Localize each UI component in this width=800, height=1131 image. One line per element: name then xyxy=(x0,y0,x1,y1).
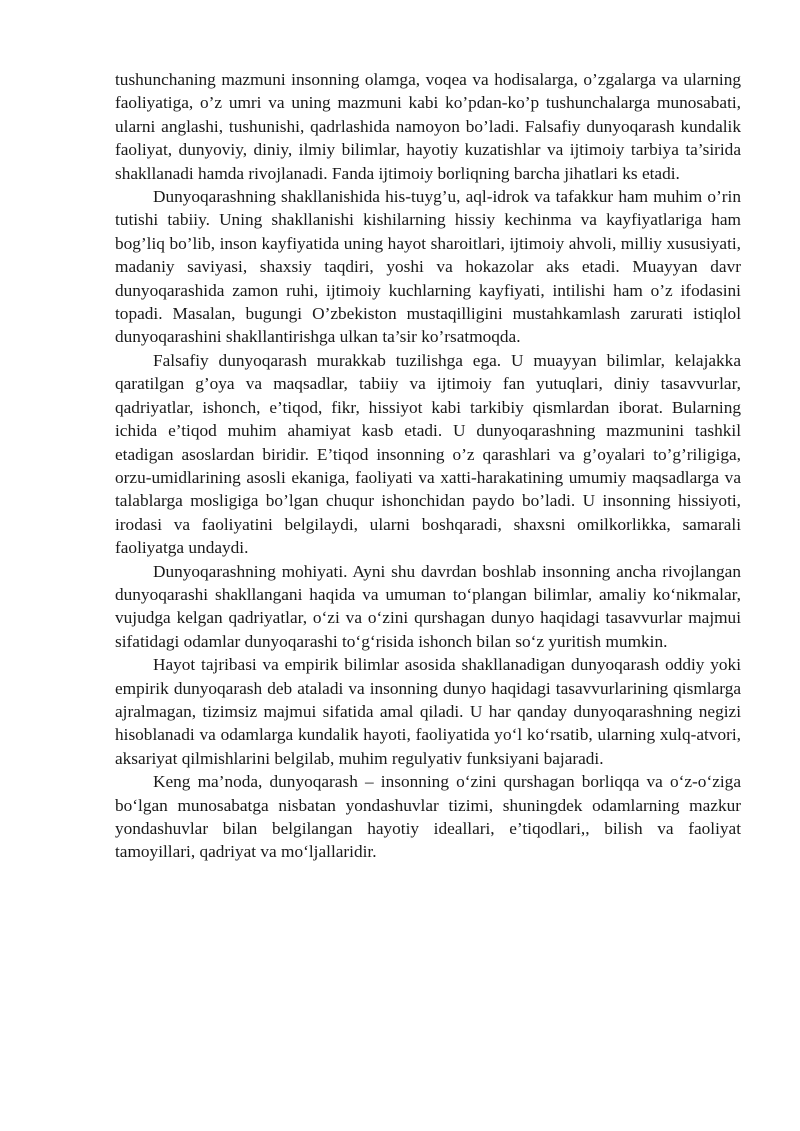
paragraph-5: Hayot tajribasi va empirik bilimlar asosida shakllanadigan dunyoqarash oddiy yoki empirik dunyoqarash deb ataladi va insonning dunyo haqidagi tasavvurlarining qismlarga ajralmagan, tizimsiz majmui sifatida amal qiladi. U har qanday dunyoqarashning negizi hisoblanadi va odamlarga kundalik hayoti, faoliyatida yo‘l ko‘rsatib, ularning xulq-atvori, aksariyat qilmishlarini belgilab, muhim regulyativ funksiyani bajaradi. xyxy=(115,655,741,768)
paragraph-1: tushunchaning mazmuni insonning olamga, voqea va hodisalarga, o’zgalarga va ularning faoliyatiga, o’z umri va uning mazmuni kabi ko’pdan-ko’p tushunchalarga munosabati, ularni anglashi, tushunishi, qadrlashida namoyon bo’ladi. Falsafiy dunyoqarash kundalik faoliyat, dunyoviy, diniy, ilmiy bilimlar, hayotiy kuzatishlar va ijtimoiy tarbiya ta’sirida shakllanadi hamda rivojlanadi. Fanda ijtimoiy borliqning barcha jihatlari ks etadi. xyxy=(115,70,741,183)
paragraph-4: Dunyoqarashning mohiyati. Ayni shu davrdan boshlab insonning ancha rivojlangan dunyoqarashi shakllangani haqida va umuman to‘plangan bilimlar, amaliy ko‘nikmalar, vujudga kelgan qadriyatlar, o‘zi va o‘zini qurshagan dunyo haqidagi tasavvurlar majmui sifatidagi odamlar dunyoqarashi to‘g‘risida ishonch bilan so‘z yuritish mumkin. xyxy=(115,561,741,651)
paragraph-6: Keng ma’noda, dunyoqarash – insonning o‘zini qurshagan borliqqa va o‘z-o‘ziga bo‘lgan munosabatga nisbatan yondashuvlar tizimi, shuningdek odamlarning mazkur yondashuvlar bilan belgilangan hayotiy ideallari, e’tiqodlari,, bilish va faoliyat tamoyillari, qadriyat va mo‘ljallaridir. xyxy=(115,772,741,862)
document-page xyxy=(115,68,741,864)
paragraph-3: Falsafiy dunyoqarash murakkab tuzilishga ega. U muayyan bilimlar, kelajakka qaratilgan g’oya va maqsadlar, tabiiy va ijtimoiy fan yutuqlari, diniy tasavvurlar, qadriyatlar, ishonch, e’tiqod, fikr, hissiyot kabi tarkibiy qismlardan iborat. Bularning ichida e’tiqod muhim ahamiyat kasb etadi. U dunyoqarashning mazmunini tashkil etadigan asoslardan biridir. E’tiqod insonning o’z qarashlari va g’oyalari to’g’riligiga, orzu-umidlarining asosli ekaniga, faoliyati va xatti-harakatining umumiy maqsadlarga va talablarga mosligiga bo’lgan chuqur ishonchidan paydo bo’ladi. U insonning hissiyoti, irodasi va faoliyatini belgilaydi, ularni boshqaradi, shaxsni omilkorlikka, samarali faoliyatga undaydi. xyxy=(115,350,741,558)
paragraph-2: Dunyoqarashning shakllanishida his-tuyg’u, aql-idrok va tafakkur ham muhim o’rin tutishi tabiiy. Uning shakllanishi kishilarning hissiy kechinma va kayfiyatlariga ham bog’liq bo’lib, inson kayfiyatida uning hayot sharoitlari, ijtimoiy ahvoli, milliy xususiyati, madaniy saviyasi, shaxsiy taqdiri, yoshi va hokazolar aks etadi. Muayyan davr dunyoqarashida zamon ruhi, ijtimoiy kuchlarning kayfiyati, intilishi ham o’z ifodasini topadi. Masalan, bugungi O’zbekiston mustaqilligini mustahkamlash zarurati istiqlol dunyoqarashini shakllantirishga ulkan ta’sir ko’rsatmoqda. xyxy=(115,187,741,347)
